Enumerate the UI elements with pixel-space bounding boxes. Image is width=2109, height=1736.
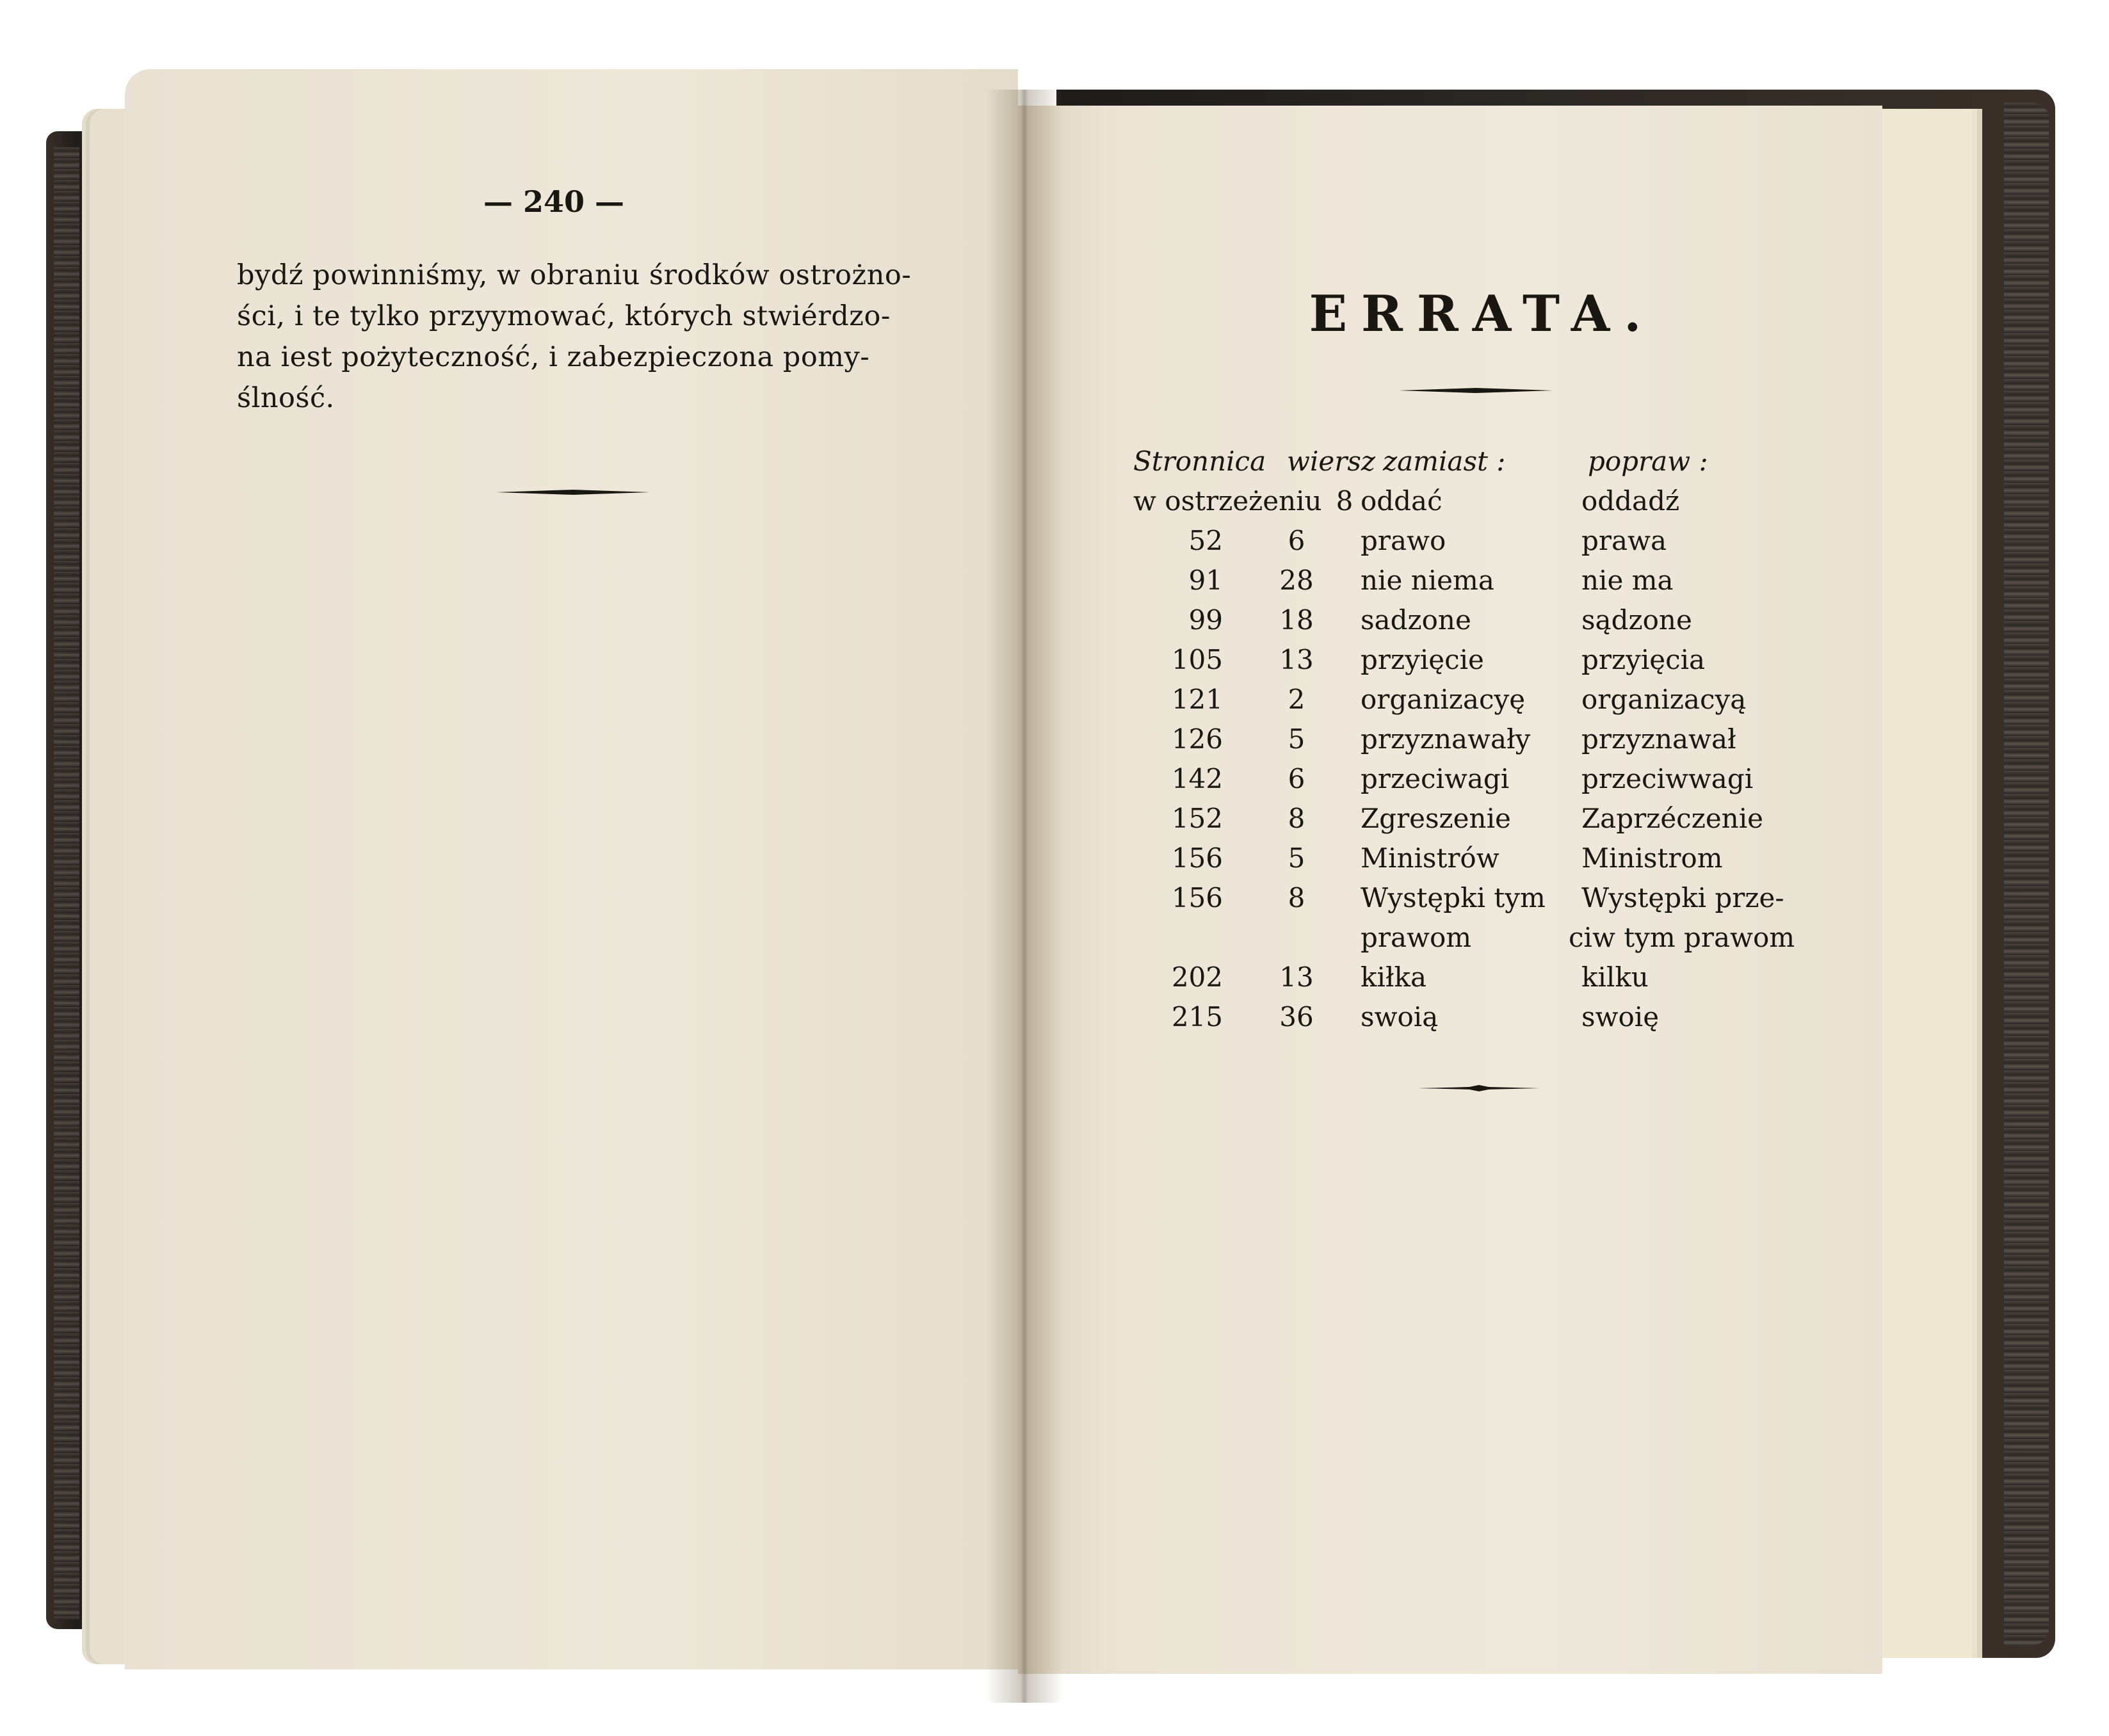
cell-page: w ostrzeżeniu xyxy=(1133,485,1322,517)
cell-line: 5 xyxy=(1288,723,1305,755)
page-number-text: — 240 — xyxy=(483,184,625,219)
cell-wrong: swoią xyxy=(1361,1001,1439,1033)
cell-line: 6 xyxy=(1288,763,1305,794)
cell-wrong: oddać xyxy=(1361,485,1442,517)
cell-wrong: kiłka xyxy=(1361,961,1426,993)
cell-page: 91 xyxy=(1188,565,1223,596)
cell-line: 13 xyxy=(1279,644,1314,675)
book-gutter xyxy=(986,90,1063,1703)
cell-wrong: przeciwagi xyxy=(1361,763,1510,794)
table-row xyxy=(1133,640,1838,680)
cell-line: 5 xyxy=(1288,842,1305,874)
cell-line: 36 xyxy=(1279,1001,1314,1033)
cell-correct: przeciwwagi xyxy=(1581,763,1754,794)
cell-correct: przyięcia xyxy=(1581,644,1706,675)
cell-line: 18 xyxy=(1279,604,1314,636)
cell-page: 215 xyxy=(1171,1001,1223,1033)
cell-wrong: prawom xyxy=(1361,922,1472,953)
cell-wrong: nie niema xyxy=(1361,565,1494,596)
cell-page: 202 xyxy=(1171,961,1223,993)
cell-correct: kilku xyxy=(1581,961,1649,993)
cell-correct: swoię xyxy=(1581,1001,1660,1033)
errata-title: ERRATA. xyxy=(1309,285,1656,343)
table-row xyxy=(1133,878,1838,918)
cell-wrong: Ministrów xyxy=(1361,842,1499,874)
cell-wrong: sadzone xyxy=(1361,604,1471,636)
cell-line: 2 xyxy=(1288,684,1305,715)
right-cover-texture xyxy=(2004,102,2049,1645)
cell-line: 8 xyxy=(1288,882,1305,913)
left-cover-texture xyxy=(54,147,79,1619)
cell-line: 8 xyxy=(1288,803,1305,834)
table-row xyxy=(1133,839,1838,878)
cell-page: 142 xyxy=(1171,763,1223,794)
table-row xyxy=(1133,680,1838,719)
left-page xyxy=(125,69,1018,1669)
cell-page: 121 xyxy=(1171,684,1223,715)
left-page-body xyxy=(237,255,928,419)
cell-correct: sądzone xyxy=(1581,604,1692,636)
cell-correct: Zaprzéczenie xyxy=(1581,803,1764,834)
end-ornament xyxy=(1418,1085,1540,1091)
text-line: bydź powinniśmy, w obraniu środków ostrożno- xyxy=(237,259,912,291)
cell-correct: prawa xyxy=(1581,525,1667,556)
cell-line: 28 xyxy=(1279,565,1314,596)
header-wrong: zamiast : xyxy=(1383,446,1506,477)
cell-page: 126 xyxy=(1171,723,1223,755)
cell-correct: organizacyą xyxy=(1581,684,1747,715)
cell-correct: nie ma xyxy=(1581,565,1674,596)
table-row xyxy=(1133,481,1838,521)
text-line: na iest pożyteczność, i zabezpieczona pomy- xyxy=(237,341,870,373)
cell-line: 6 xyxy=(1288,525,1305,556)
cell-page: 52 xyxy=(1188,525,1223,556)
cell-page: 105 xyxy=(1171,644,1223,675)
text-line: ślność. xyxy=(237,382,335,414)
cell-page: 156 xyxy=(1171,882,1223,913)
table-row xyxy=(1133,799,1838,839)
cell-wrong: przyięcie xyxy=(1361,644,1484,675)
cell-correct: oddadź xyxy=(1581,485,1680,517)
cell-correct: przyznawał xyxy=(1581,723,1736,755)
right-page xyxy=(1018,106,1882,1674)
cell-line: 8 xyxy=(1336,485,1353,517)
errata-table xyxy=(1133,442,1838,1037)
title-ornament xyxy=(1399,387,1553,394)
cell-wrong: przyznawały xyxy=(1361,723,1531,755)
cell-wrong: Występki tym xyxy=(1361,882,1546,913)
header-correct: popraw : xyxy=(1588,446,1708,477)
divider-ornament xyxy=(496,489,650,495)
cell-correct: Ministrom xyxy=(1581,842,1723,874)
cell-page: 156 xyxy=(1171,842,1223,874)
table-row xyxy=(1133,719,1838,759)
table-row xyxy=(1133,918,1838,958)
header-line: wiersz xyxy=(1287,446,1375,477)
cell-wrong: organizacyę xyxy=(1361,684,1526,715)
cell-correct: Występki prze- xyxy=(1581,882,1784,913)
table-row xyxy=(1133,521,1838,561)
cell-line: 13 xyxy=(1279,961,1314,993)
cell-page: 99 xyxy=(1188,604,1223,636)
cell-wrong: prawo xyxy=(1361,525,1446,556)
header-page: Stronnica xyxy=(1133,446,1266,477)
text-line: ści, i te tylko przyymować, których stwiérdzo- xyxy=(237,300,891,332)
cell-page: 152 xyxy=(1171,803,1223,834)
table-row xyxy=(1133,561,1838,600)
table-header xyxy=(1133,442,1838,481)
table-row xyxy=(1133,958,1838,997)
table-row xyxy=(1133,997,1838,1037)
cell-wrong: Zgreszenie xyxy=(1361,803,1511,834)
table-row xyxy=(1133,759,1838,799)
table-row xyxy=(1133,600,1838,640)
cell-correct: ciw tym prawom xyxy=(1569,922,1795,953)
